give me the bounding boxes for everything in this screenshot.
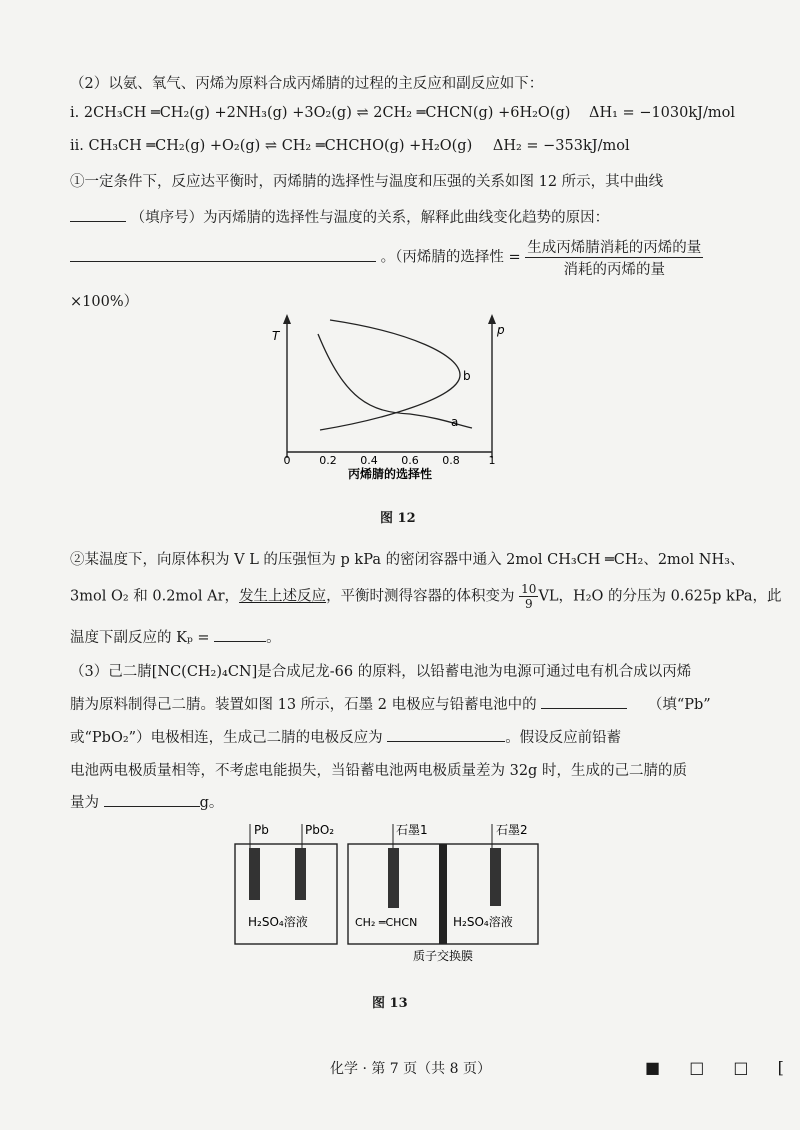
pbo2-label: PbO₂ xyxy=(305,823,335,837)
volume-numerator: 10 xyxy=(521,582,537,596)
curve-a xyxy=(318,334,472,428)
battery-solution-label: H₂SO₄溶液 xyxy=(248,915,308,929)
reaction-ii xyxy=(70,138,630,154)
part2-line2-b: 发生上述反应 xyxy=(239,588,327,605)
part1-line1: ①一定条件下，反应达平衡时，丙烯腈的选择性与温度和压强的关系如图 12 所示，其中曲线 xyxy=(70,174,664,190)
q3-line3-b: 。假设反应前铅蓄 xyxy=(505,730,622,746)
q3-line4: 电池两电极质量相等，不考虑电能损失，当铅蓄电池两电极质量差为 32g 时，生成的己二腈的质 xyxy=(70,763,687,779)
reaction-i xyxy=(70,105,735,121)
part2-line2-c: ，平衡时测得容器的体积变为 xyxy=(326,588,515,605)
y-left-label: T xyxy=(272,329,280,343)
x-tick-label: 0.8 xyxy=(442,454,460,467)
q3-line5 xyxy=(70,791,223,812)
curve-b-label: b xyxy=(463,369,471,383)
fraction-numerator: 生成丙烯腈消耗的丙烯的量 xyxy=(525,236,703,258)
volume-denominator: 9 xyxy=(524,597,533,611)
x-tick-label: 0.6 xyxy=(401,454,419,467)
graphite-2-electrode xyxy=(490,848,501,906)
part2-line1: ②某温度下，向原体积为 V L 的压强恒为 p kPa 的密闭容器中通入 2mol CH₃CH ═CH₂、2mol NH₃、 xyxy=(70,552,745,568)
answer-blank-mass[interactable] xyxy=(104,792,200,807)
reaction-i-eq: i. 2CH₃CH ═CH₂(g) +2NH₃(g) +3O₂(g) ⇌ 2CH₂ ═CHCN(g) +6H₂O(g) xyxy=(70,105,571,121)
part2-line2 xyxy=(70,582,782,611)
part2-line3 xyxy=(70,626,281,647)
q3-line2-a: 腈为原料制得己二腈。装置如图 13 所示，石墨 2 电极应与铅蓄电池中的 xyxy=(70,697,537,713)
figure-12 xyxy=(0,310,800,510)
part2-line2-a: 3mol O₂ 和 0.2mol Ar， xyxy=(70,588,240,605)
proton-exchange-membrane xyxy=(439,844,447,944)
part1-line3 xyxy=(70,236,703,279)
figure-12-caption: 图 12 xyxy=(380,511,416,526)
pb-label: Pb xyxy=(254,823,269,837)
x-tick-label: 0 xyxy=(283,454,291,467)
x-tick-label: 1 xyxy=(488,454,496,467)
answer-blank-electrode-reaction[interactable] xyxy=(387,727,505,742)
part1-line2 xyxy=(70,206,609,227)
q2-intro: （2）以氨、氧气、丙烯为原料合成丙烯腈的过程的主反应和副反应如下： xyxy=(70,76,544,92)
fraction-denominator: 消耗的丙烯的量 xyxy=(563,262,665,278)
times-100: ×100%） xyxy=(70,294,139,310)
right-axis-arrow xyxy=(488,314,496,324)
kp-label: 温度下副反应的 Kₚ = xyxy=(70,630,210,646)
figure-13 xyxy=(0,818,800,968)
selectivity-fraction xyxy=(525,236,703,279)
answer-blank-curve[interactable] xyxy=(70,207,126,222)
delta-h2: ΔH₂ = −353kJ/mol xyxy=(492,138,630,154)
q3-line5-b: g。 xyxy=(199,795,224,811)
q3-line3 xyxy=(70,726,621,747)
cell-right-solution-label: H₂SO₄溶液 xyxy=(453,915,513,929)
y-right-label: p xyxy=(497,323,505,337)
q3-line2 xyxy=(70,693,711,714)
answer-blank-kp[interactable] xyxy=(214,627,266,642)
answer-blank-reason[interactable] xyxy=(70,247,376,262)
q3-line5-a: 量为 xyxy=(70,795,99,811)
graphite-1-label: 石墨1 xyxy=(396,823,428,837)
q3-line1: （3）己二腈[NC(CH₂)₄CN]是合成尼龙-66 的原料，以铅蓄电池为电源可通过电有机合成以丙烯 xyxy=(70,664,692,680)
graphite-1-electrode xyxy=(388,848,399,908)
q3-line2-b: （填“Pb” xyxy=(647,697,711,713)
pb-electrode xyxy=(249,848,260,900)
kp-end: 。 xyxy=(266,630,281,646)
membrane-label: 质子交换膜 xyxy=(412,949,474,963)
curve-b xyxy=(320,320,460,430)
x-tick-labels xyxy=(284,454,496,467)
volume-fraction xyxy=(519,582,538,611)
x-tick-label: 0.4 xyxy=(360,454,378,467)
x-axis-label: 丙烯腈的选择性 xyxy=(347,467,433,481)
selectivity-def-prefix: 。（丙烯腈的选择性 = xyxy=(380,249,521,266)
cell-left-solution-label: CH₂ ═CHCN xyxy=(355,916,418,929)
delta-h1: ΔH₁ = −1030kJ/mol xyxy=(589,105,735,121)
figure-13-caption: 图 13 xyxy=(372,996,408,1011)
pbo2-electrode xyxy=(295,848,306,900)
page-marker-boxes: ■ □ □ [ xyxy=(645,1058,796,1077)
page-footer: 化学 · 第 7 页（共 8 页） xyxy=(330,1061,491,1077)
q3-line3-a: 或“PbO₂”）电极相连，生成己二腈的电极反应为 xyxy=(70,730,383,746)
answer-blank-electrode[interactable] xyxy=(541,694,627,709)
x-tick-label: 0.2 xyxy=(319,454,337,467)
left-axis-arrow xyxy=(283,314,291,324)
part1-line2-text: （填序号）为丙烯腈的选择性与温度的关系，解释此曲线变化趋势的原因： xyxy=(130,210,610,226)
part2-line2-d: VL，H₂O 的分压为 0.625p kPa，此 xyxy=(538,588,782,605)
reaction-ii-eq: ii. CH₃CH ═CH₂(g) +O₂(g) ⇌ CH₂ ═CHCHO(g) +H₂O(g) xyxy=(70,138,473,154)
graphite-2-label: 石墨2 xyxy=(496,823,528,837)
curve-a-label: a xyxy=(451,415,459,429)
